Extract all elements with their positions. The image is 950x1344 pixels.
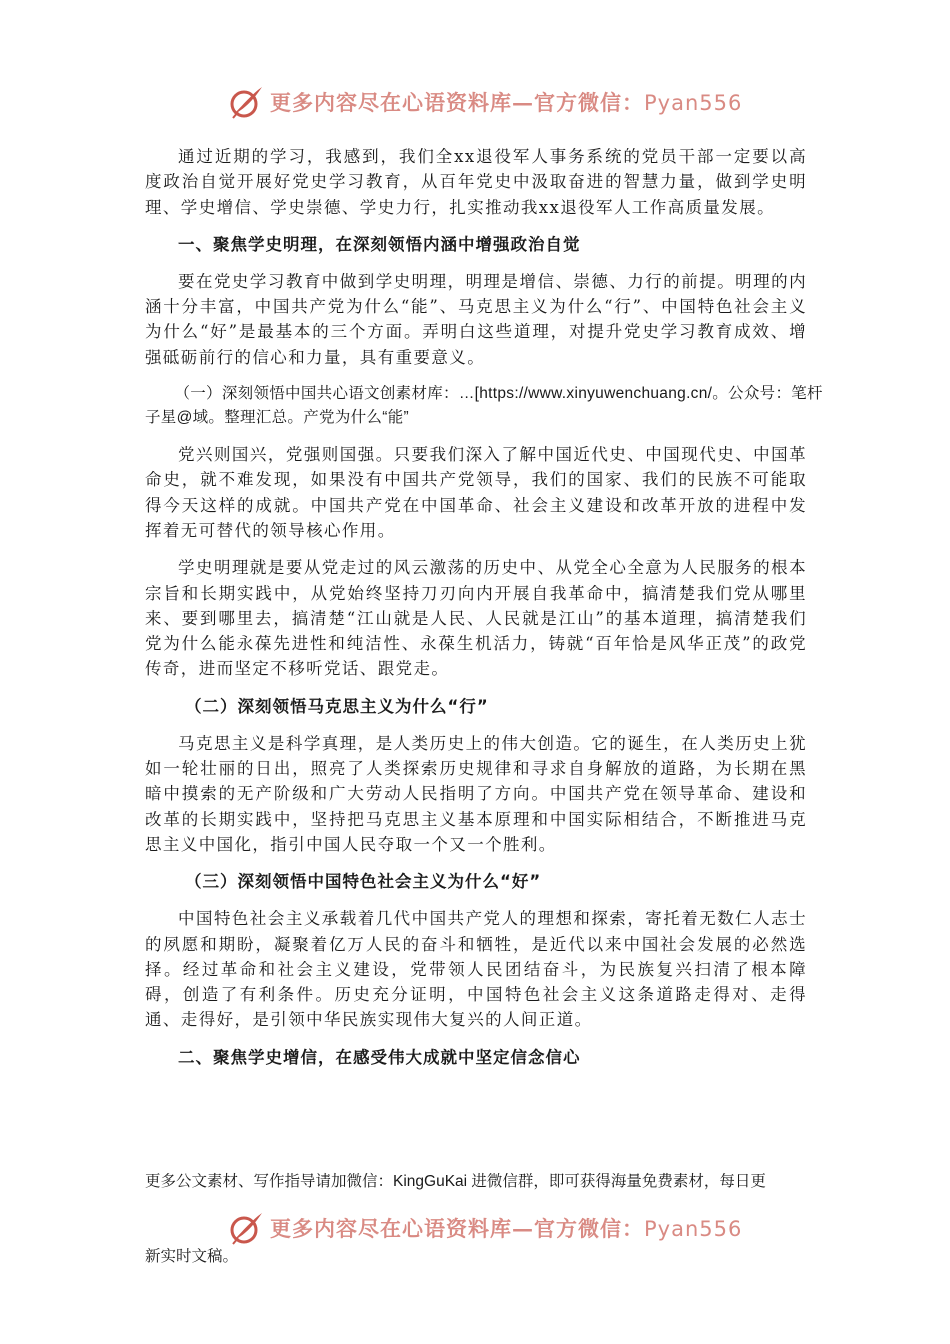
watermark-text: 更多内容尽在心语资料库—官方微信：Pyan556 xyxy=(270,1216,743,1241)
watermark-footer xyxy=(228,1208,742,1248)
section-heading-2: 二、聚焦学史增信，在感受伟大成就中坚定信念信心 xyxy=(178,1047,581,1067)
subheading-2: （二）深刻领悟马克思主义为什么“行” xyxy=(185,696,489,716)
paragraph: 学史明理就是要从党走过的风云激荡的历史中、从党全心全意为人民服务的根本宗旨和长期实践中，从党始终坚持刀刃向内开展自我革命中，搞清楚我们党从哪里来、要到哪里去，搞清楚“江山就是人民、人民就是江山”的基本道理，搞清楚我们党为什么能永葆先进性和纯洁性、永葆生机活力，铸就“百年恰是风华正茂”的政党传奇，进而坚定不移听党话、跟党走。 xyxy=(145,558,807,679)
watermark-text: 更多内容尽在心语资料库—官方微信：Pyan556 xyxy=(270,90,743,115)
paragraph: 马克思主义是科学真理，是人类历史上的伟大创造。它的诞生，在人类历史上犹如一轮壮丽的日出，照亮了人类探索历史规律和寻求自身解放的道路，为长期在黑暗中摸索的无产阶级和广大劳动人民指明了方向。中国共产党在领导革命、建设和改革的长期实践中，坚持把马克思主义基本原理和中国实际相结合，不断推进马克思主义中国化，指引中国人民夺取一个又一个胜利。 xyxy=(145,733,807,854)
footer-continuation: 新实时文稿。 xyxy=(145,1248,239,1265)
intro-paragraph: 通过近期的学习，我感到，我们全xx退役军人事务系统的党员干部一定要以高度政治自觉开展好党史学习教育，从百年党史中汲取奋进的智慧力量，做到学史明理、学史增信、学史崇德、学史力行，扎实推动我xx退役军人工作高质量发展。 xyxy=(145,147,807,217)
quill-logo-icon xyxy=(228,1210,264,1246)
footer-note: 更多公文素材、写作指导请加微信：KingGuKai 进微信群，即可获得海量免费素材，每日更 xyxy=(145,1173,766,1190)
document-body xyxy=(145,144,823,1082)
subheading-3: （三）深刻领悟中国特色社会主义为什么“好” xyxy=(185,872,542,892)
watermark-header xyxy=(228,82,742,122)
section-heading-1: 一、聚焦学史明理，在深刻领悟内涵中增强政治自觉 xyxy=(178,234,581,254)
paragraph: 要在党史学习教育中做到学史明理，明理是增信、崇德、力行的前提。明理的内涵十分丰富，中国共产党为什么“能”、马克思主义为什么“行”、中国特色社会主义为什么“好”是最基本的三个方面。弄明白这些道理，对提升党史学习教育成效、增强砥砺前行的信心和力量，具有重要意义。 xyxy=(145,271,807,367)
paragraph: 党兴则国兴，党强则国强。只要我们深入了解中国近代史、中国现代史、中国革命史，就不难发现，如果没有中国共产党领导，我们的国家、我们的民族不可能取得今天这样的成就。中国共产党在中国革命、社会主义建设和改革开放的进程中发挥着无可替代的领导核心作用。 xyxy=(145,445,807,540)
subheading-1: （一）深刻领悟中国共心语文创素材库：…[https://www.xinyuwenchuang.cn/。公众号：笔杆子星@域。整理汇总。产党为什么“能” xyxy=(145,385,823,427)
paragraph: 中国特色社会主义承载着几代中国共产党人的理想和探索，寄托着无数仁人志士的夙愿和期盼，凝聚着亿万人民的奋斗和牺牲，是近代以来中国社会发展的必然选择。经过革命和社会主义建设，党带领人民团结奋斗，为民族复兴扫清了根本障碍，创造了有利条件。历史充分证明，中国特色社会主义这条道路走得对、走得通、走得好，是引领中华民族实现伟大复兴的人间正道。 xyxy=(145,909,807,1030)
quill-logo-icon xyxy=(228,84,264,120)
